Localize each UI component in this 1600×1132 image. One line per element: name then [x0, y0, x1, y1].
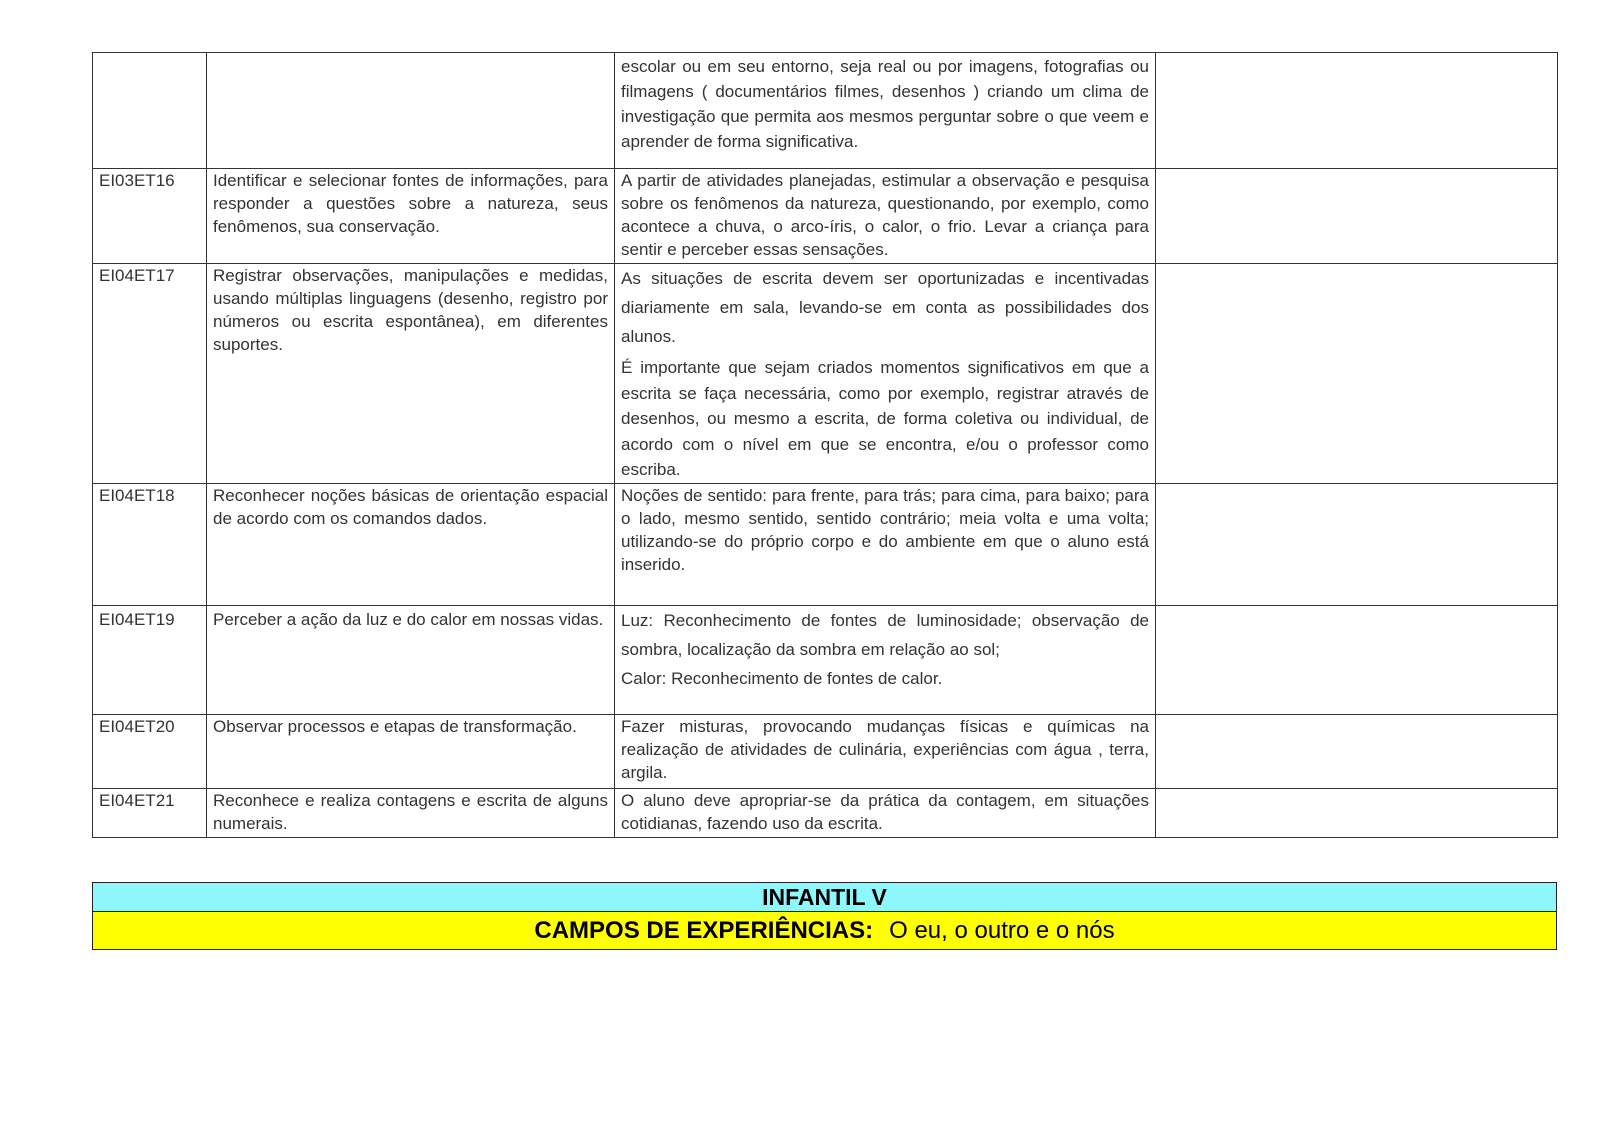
notes-cell: [1156, 605, 1558, 714]
section-title: INFANTIL V: [93, 883, 1557, 912]
table-row: [93, 169, 1558, 264]
table-row: [93, 605, 1558, 714]
strategy-text: Noções de sentido: para frente, para trás; para cima, para baixo; para o lado, mesmo sentido, sentido contrário; meia volta e uma volta; utilizando-se do próprio corpo e do ambiente em que o aluno está inserido.: [621, 485, 1149, 574]
strategy-cell: [615, 169, 1156, 264]
strategy-text: As situações de escrita devem ser oportunizadas e incentivadas diariamente em sala, levando-se em conta as possibilidades dos alunos.: [621, 269, 1149, 346]
strategy-cell: [615, 605, 1156, 714]
strategy-text: O aluno deve apropriar-se da prática da contagem, em situações cotidianas, fazendo uso da escrita.: [621, 790, 1149, 833]
table-row: [93, 714, 1558, 788]
strategy-cell: [615, 53, 1156, 169]
strategy-cell: [615, 788, 1156, 837]
notes-cell: [1156, 53, 1558, 169]
code-cell: EI04ET17: [93, 264, 207, 484]
notes-cell: [1156, 483, 1558, 605]
strategy-text: escolar ou em seu entorno, seja real ou por imagens, fotografias ou filmagens ( documentários filmes, desenhos ) criando um clima de investigação que permita aos mesmos perguntar sobre o que veem e aprender de forma significativa.: [621, 57, 1149, 151]
objective-cell: Observar processos e etapas de transformação.: [207, 714, 615, 788]
notes-cell: [1156, 788, 1558, 837]
code-cell: EI04ET20: [93, 714, 207, 788]
objective-cell: Registrar observações, manipulações e medidas, usando múltiplas linguagens (desenho, registro por números ou escrita espontânea), em diferentes suportes.: [207, 264, 615, 484]
campos-value: O eu, o outro e o nós: [889, 916, 1115, 944]
table-row: [93, 53, 1558, 169]
code-cell: EI04ET18: [93, 483, 207, 605]
section-header-table: [92, 882, 1557, 950]
notes-cell: [1156, 714, 1558, 788]
strategy-text: Fazer misturas, provocando mudanças físicas e químicas na realização de atividades de culinária, experiências com água , terra, argila.: [621, 716, 1149, 782]
campos-label: CAMPOS DE EXPERIÊNCIAS:: [534, 916, 874, 944]
objective-cell: Reconhecer noções básicas de orientação espacial de acordo com os comandos dados.: [207, 483, 615, 605]
notes-cell: [1156, 264, 1558, 484]
strategy-cell: [615, 264, 1156, 484]
notes-cell: [1156, 169, 1558, 264]
objective-cell: [207, 53, 615, 169]
objective-cell: Reconhece e realiza contagens e escrita de alguns numerais.: [207, 788, 615, 837]
objective-cell: Identificar e selecionar fontes de informações, para responder a questões sobre a natureza, seus fenômenos, sua conservação.: [207, 169, 615, 264]
code-cell: [93, 53, 207, 169]
campos-header: [93, 912, 1557, 950]
code-cell: EI04ET19: [93, 605, 207, 714]
strategy-text: Luz: Reconhecimento de fontes de luminosidade; observação de sombra, localização da sombra em relação ao sol;: [621, 610, 1149, 659]
table-row: [93, 788, 1558, 837]
objective-cell: Perceber a ação da luz e do calor em nossas vidas.: [207, 605, 615, 714]
strategy-cell: [615, 714, 1156, 788]
table-row: [93, 264, 1558, 484]
code-cell: EI03ET16: [93, 169, 207, 264]
table-row: [93, 483, 1558, 605]
strategy-text: É importante que sejam criados momentos significativos em que a escrita se faça necessária, como por exemplo, registrar através de desenhos, ou mesmo a escrita, de forma coletiva ou individual, de acordo com o nível em que se encontra, e/ou o professor como escriba.: [621, 358, 1149, 479]
strategy-cell: [615, 483, 1156, 605]
code-cell: EI04ET21: [93, 788, 207, 837]
strategy-text: A partir de atividades planejadas, estimular a observação e pesquisa sobre os fenômenos da natureza, questionando, por exemplo, como acontece a chuva, o arco-íris, o calor, o frio. Levar a criança para sentir e perceber essas sensações.: [621, 171, 1149, 259]
content-table: [92, 52, 1558, 838]
strategy-text: Calor: Reconhecimento de fontes de calor.: [621, 668, 943, 688]
